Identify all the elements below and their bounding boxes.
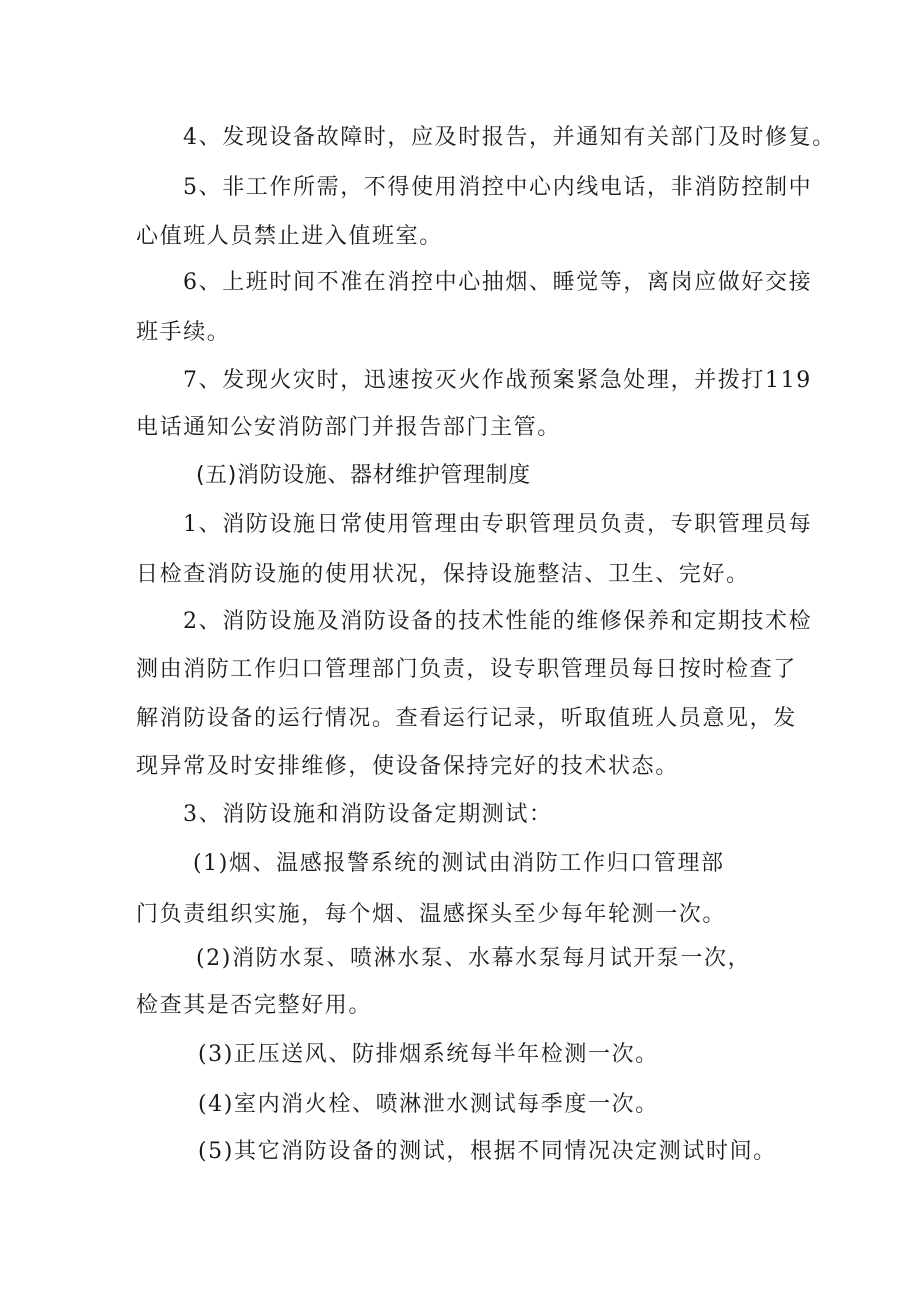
sub-item-1-line-2: 门负责组织实施，每个烟、温感探头至少每年轮测一次。 xyxy=(136,902,727,927)
sub-item-5-line-1: (5)其它消防设备的测试，根据不同情况决定测试时间。 xyxy=(198,1139,777,1164)
section-item-1-line-1: 1、消防设施日常使用管理由专职管理员负责，专职管理员每 xyxy=(183,512,813,537)
item-5-line-1: 5、非工作所需，不得使用消控中心内线电话，非消防控制中 xyxy=(183,175,813,200)
sub-item-2-line-1: (2)消防水泵、喷淋水泵、水幕水泵每月试开泵一次， xyxy=(196,946,752,971)
item-7-line-2: 电话通知公安消防部门并报告部门主管。 xyxy=(136,415,561,440)
section-item-3-line-1: 3、消防设施和消防设备定期测试： xyxy=(183,802,553,827)
item-5-line-2: 心值班人员禁止进入值班室。 xyxy=(136,224,443,249)
section-item-1-line-2: 日检查消防设施的使用状况，保持设施整洁、卫生、完好。 xyxy=(136,562,750,587)
item-7-line-1: 7、发现火灾时，迅速按灭火作战预案紧急处理，并拨打119 xyxy=(183,368,812,393)
section-heading: (五)消防设施、器材维护管理制度 xyxy=(196,463,531,488)
sub-item-3-line-1: (3)正压送风、防排烟系统每半年检测一次。 xyxy=(198,1042,659,1067)
item-4-line-1: 4、发现设备故障时，应及时报告，并通知有关部门及时修复。 xyxy=(183,125,836,150)
sub-item-4-line-1: (4)室内消火栓、喷淋泄水测试每季度一次。 xyxy=(198,1092,659,1117)
item-6-line-2: 班手续。 xyxy=(136,320,231,345)
section-item-2-line-1: 2、消防设施及消防设备的技术性能的维修保养和定期技术检 xyxy=(183,609,813,634)
item-6-line-1: 6、上班时间不准在消控中心抽烟、睡觉等，离岗应做好交接 xyxy=(183,270,813,295)
sub-item-1-line-1: (1)烟、温感报警系统的测试由消防工作归口管理部 xyxy=(193,851,725,876)
section-item-2-line-2: 测由消防工作归口管理部门负责，设专职管理员每日按时检查了 xyxy=(136,657,797,682)
section-item-2-line-4: 现异常及时安排维修，使设备保持完好的技术状态。 xyxy=(136,754,679,779)
sub-item-2-line-2: 检查其是否完整好用。 xyxy=(136,993,373,1018)
section-item-2-line-3: 解消防设备的运行情况。查看运行记录，听取值班人员意见，发 xyxy=(136,706,797,731)
